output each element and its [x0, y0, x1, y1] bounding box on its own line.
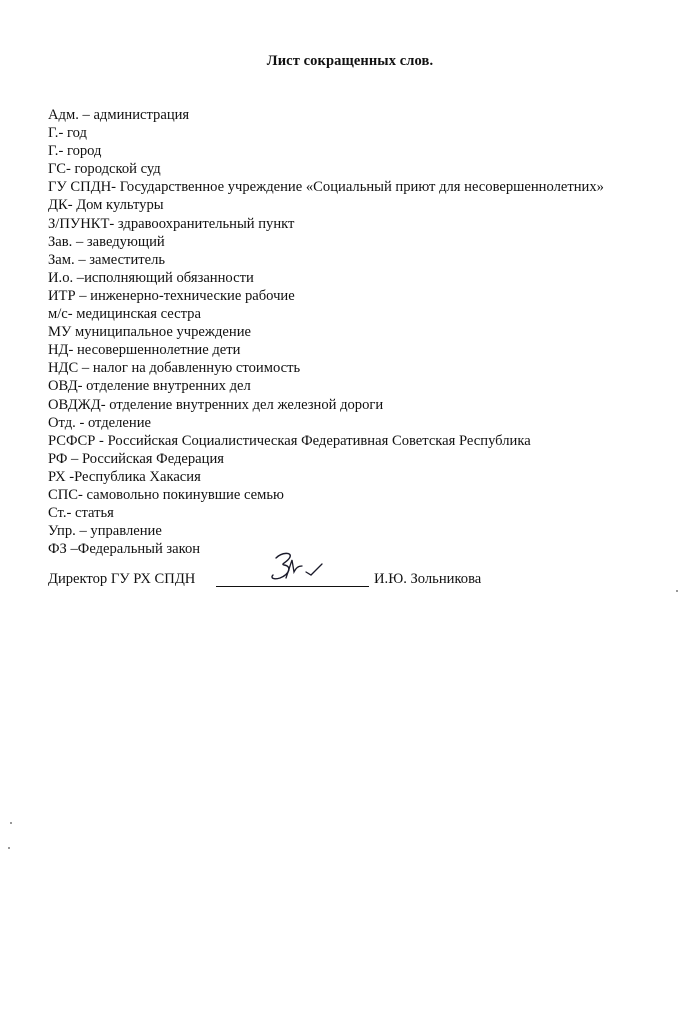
abbreviation-item: РСФСР - Российская Социалистическая Федеративная Советская Республика	[48, 432, 531, 449]
scan-speck	[10, 822, 12, 824]
abbreviation-item: РХ -Республика Хакасия	[48, 468, 201, 485]
scan-speck	[8, 847, 10, 849]
abbreviation-item: СПС- самовольно покинувшие семью	[48, 486, 284, 503]
abbreviation-item: Зав. – заведующий	[48, 233, 165, 250]
abbreviation-item: Г.- год	[48, 125, 87, 142]
scan-speck	[676, 590, 678, 592]
abbreviation-item: Адм. – администрация	[48, 107, 190, 123]
abbreviation-item: ДК- Дом культуры	[48, 197, 164, 214]
abbreviation-item: Упр. – управление	[48, 523, 162, 540]
abbreviation-item: Г.- город	[48, 143, 102, 160]
abbreviation-item: Ст.- статья	[48, 505, 114, 522]
signatory-position: Директор ГУ РХ СПДН	[48, 571, 196, 587]
handwritten-signature-icon	[262, 548, 332, 588]
abbreviation-item: ОВДЖД- отделение внутренних дел железной дороги	[48, 396, 384, 413]
abbreviation-item: Отд. - отделение	[48, 414, 152, 431]
abbreviation-item: ИТР – инженерно-технические рабочие	[48, 287, 295, 304]
document-title: Лист сокращенных слов.	[266, 53, 434, 69]
abbreviation-item: З/ПУНКТ- здравоохранительный пункт	[48, 215, 295, 232]
abbreviation-item: ОВД- отделение внутренних дел	[48, 378, 251, 395]
abbreviation-list	[48, 106, 688, 558]
abbreviation-item: И.о. –исполняющий обязанности	[48, 269, 254, 286]
abbreviation-item: ГУ СПДН- Государственное учреждение «Социальный приют для несовершеннолетних»	[48, 179, 604, 196]
abbreviation-item: МУ муниципальное учреждение	[48, 324, 251, 341]
abbreviation-item: НДС – налог на добавленную стоимость	[48, 360, 301, 377]
signatory-name: И.Ю. Зольникова	[374, 571, 482, 587]
signature-block	[48, 570, 688, 594]
abbreviation-item: м/с- медицинская сестра	[48, 306, 201, 323]
abbreviation-item: Зам. – заместитель	[48, 251, 166, 268]
abbreviation-item: ГС- городской суд	[48, 161, 161, 178]
abbreviation-item: ФЗ –Федеральный закон	[48, 541, 201, 558]
abbreviation-item: НД- несовершеннолетние дети	[48, 342, 241, 359]
abbreviation-item: РФ – Российская Федерация	[48, 450, 224, 467]
